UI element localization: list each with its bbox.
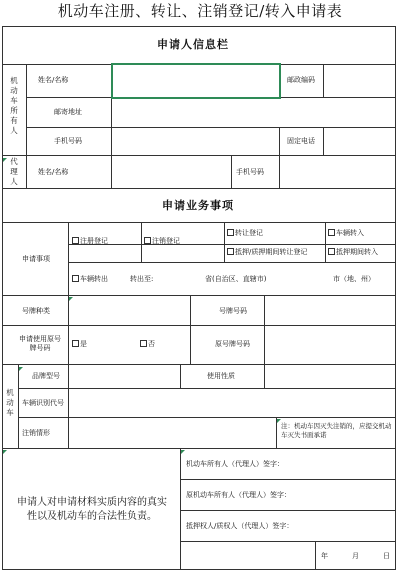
option-transfer[interactable] bbox=[227, 229, 263, 238]
usage-label: 使用性质 bbox=[207, 372, 235, 380]
vin-field[interactable] bbox=[69, 389, 396, 418]
plate-type-field[interactable] bbox=[69, 296, 191, 326]
cancel-reason-label: 注销情形 bbox=[22, 429, 50, 437]
option-mortgage-transfer[interactable] bbox=[227, 248, 307, 257]
reuse-no-option[interactable] bbox=[140, 340, 155, 349]
comment-marker bbox=[277, 419, 281, 423]
agent-mobile-field[interactable] bbox=[280, 156, 396, 188]
province-label: 省(自治区、直辖市) bbox=[205, 275, 267, 283]
original-plate-field[interactable] bbox=[265, 326, 396, 364]
vin-label: 车辆识别代号 bbox=[22, 399, 64, 407]
comment-marker bbox=[3, 158, 7, 162]
option-deregister-label: 注销登记 bbox=[152, 237, 180, 245]
vehicle-group-label: 机动车 bbox=[6, 388, 14, 417]
business-section-header: 申请业务事项 bbox=[162, 199, 234, 212]
owner-mobile-label: 手机号码 bbox=[54, 137, 82, 145]
application-item-label: 申请事项 bbox=[22, 255, 50, 263]
option-transfer-out[interactable] bbox=[72, 275, 108, 284]
agent-name-field[interactable] bbox=[112, 156, 232, 188]
model-field[interactable] bbox=[69, 365, 181, 389]
owner-name-label: 姓名/名称 bbox=[38, 76, 69, 84]
plate-number-field[interactable] bbox=[265, 296, 396, 326]
date-year-label: 年 bbox=[321, 552, 328, 560]
agent-name-label: 姓名/名称 bbox=[38, 168, 69, 176]
owner-name-field[interactable] bbox=[112, 64, 280, 98]
date-month-label: 月 bbox=[352, 552, 359, 560]
checkbox-register[interactable] bbox=[72, 237, 79, 244]
option-mortgage-in[interactable] bbox=[328, 248, 378, 257]
model-label: 品牌型号 bbox=[32, 372, 60, 380]
usage-field[interactable] bbox=[265, 365, 396, 389]
checkbox-reuse-no[interactable] bbox=[140, 340, 147, 347]
reuse-no-label: 否 bbox=[148, 340, 155, 348]
landline-label: 固定电话 bbox=[287, 137, 315, 145]
owner-sign-label: 机动车所有人（代理人）签字： bbox=[186, 460, 284, 468]
option-transfer-in[interactable] bbox=[328, 229, 364, 238]
option-transfer-out-label: 车辆转出 bbox=[80, 275, 108, 283]
agent-group-label: 代理人 bbox=[10, 157, 18, 186]
reuse-yes-option[interactable] bbox=[72, 340, 87, 349]
declaration-text: 申请人对申请材料实质内容的真实性以及机动车的合法性负责。 bbox=[17, 497, 167, 522]
plate-type-label: 号牌种类 bbox=[22, 307, 50, 315]
comment-marker bbox=[19, 367, 23, 371]
option-register[interactable] bbox=[72, 237, 108, 246]
address-field[interactable] bbox=[112, 98, 396, 128]
comment-marker bbox=[3, 450, 7, 454]
reuse-plate-label: 申请使用原号牌号码 bbox=[19, 335, 61, 352]
owner-group-label: 机动车所有人 bbox=[10, 76, 18, 135]
date-day-label: 日 bbox=[383, 552, 390, 560]
comment-marker bbox=[69, 297, 73, 301]
checkbox-transfer-in[interactable] bbox=[328, 229, 335, 236]
postcode-label: 邮政编码 bbox=[287, 76, 315, 84]
form-sheet bbox=[2, 26, 397, 570]
applicant-section-header: 申请人信息栏 bbox=[157, 38, 229, 51]
option-transfer-label: 转让登记 bbox=[235, 229, 263, 237]
agent-mobile-label: 手机号码 bbox=[236, 168, 264, 176]
option-mortgage-in-label: 抵押期间转入 bbox=[336, 248, 378, 256]
option-mortgage-transfer-label: 抵押/质押期间转让登记 bbox=[235, 248, 308, 256]
original-plate-label: 原号牌号码 bbox=[215, 340, 250, 348]
former-owner-sign-label: 原机动车所有人（代理人）签字： bbox=[186, 491, 291, 499]
checkbox-reuse-yes[interactable] bbox=[72, 340, 79, 347]
cancel-reason-field[interactable] bbox=[69, 418, 276, 448]
plate-number-label: 号牌号码 bbox=[219, 307, 247, 315]
checkbox-transfer[interactable] bbox=[227, 229, 234, 236]
postcode-field[interactable] bbox=[324, 64, 396, 98]
cancel-note: 注：机动车因灭失注销的，应提交机动车灭失书面承诺 bbox=[281, 422, 392, 439]
mortgagee-sign-label: 抵押权人/质权人（代理人）签字： bbox=[186, 522, 294, 530]
city-label: 市（地、州） bbox=[333, 275, 375, 283]
owner-mobile-field[interactable] bbox=[112, 128, 280, 156]
checkbox-mortgage-transfer[interactable] bbox=[227, 248, 234, 255]
transfer-to-label: 转出至: bbox=[130, 275, 154, 283]
address-label: 邮寄地址 bbox=[54, 108, 82, 116]
comment-marker bbox=[181, 450, 185, 454]
landline-field[interactable] bbox=[324, 128, 396, 156]
option-deregister[interactable] bbox=[144, 237, 180, 246]
form-title: 机动车注册、转让、注销登记/转入申请表 bbox=[57, 2, 343, 20]
checkbox-deregister[interactable] bbox=[144, 237, 151, 244]
option-register-label: 注册登记 bbox=[80, 237, 108, 245]
checkbox-transfer-out[interactable] bbox=[72, 275, 79, 282]
checkbox-mortgage-in[interactable] bbox=[328, 248, 335, 255]
reuse-yes-label: 是 bbox=[80, 340, 87, 348]
option-transfer-in-label: 车辆转入 bbox=[336, 229, 364, 237]
